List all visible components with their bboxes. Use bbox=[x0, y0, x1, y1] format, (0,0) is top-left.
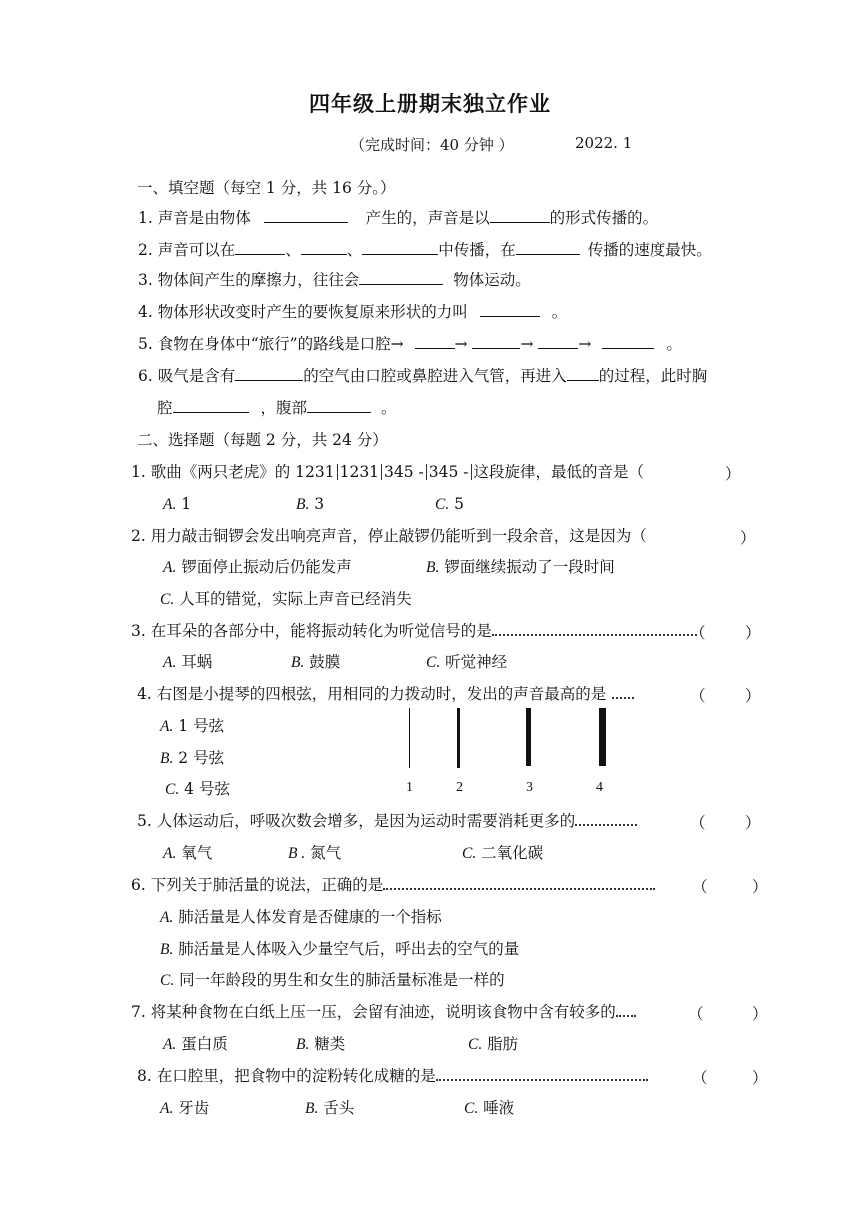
choice-question-7: 7. 将某种食物在白纸上压一压，会留有油迹，说明该食物中含有较多的 bbox=[131, 1002, 636, 1022]
option-c[interactable]: C. 脂肪 bbox=[468, 1035, 519, 1053]
choice-question-4: 4. 右图是小提琴的四根弦，用相同的力拨动时，发出的声音最高的是 bbox=[137, 684, 634, 704]
answer-paren-open: （ bbox=[690, 814, 706, 832]
answer-blank[interactable] bbox=[362, 240, 438, 255]
answer-paren-close: ） bbox=[745, 687, 761, 705]
string-label-2: 2 bbox=[456, 780, 463, 795]
answer-blank[interactable] bbox=[567, 366, 599, 381]
answer-paren-open: （ bbox=[692, 878, 708, 896]
answer-paren-close: ） bbox=[752, 878, 768, 896]
answer-paren-close: ） bbox=[745, 814, 761, 832]
leader-dots bbox=[436, 1070, 648, 1081]
option-a[interactable]: A. 肺活量是人体发育是否健康的一个指标 bbox=[160, 908, 442, 926]
answer-paren-close: ） bbox=[752, 1005, 768, 1023]
choice-question-8: 8. 在口腔里，把食物中的淀粉转化成糖的是 bbox=[137, 1066, 648, 1086]
fill-question-6-cont: 腔 ，腹部 。 bbox=[157, 399, 397, 417]
choice-question-3: 3. 在耳朵的各部分中，能将振动转化为听觉信号的是 bbox=[131, 621, 697, 641]
option-b[interactable]: B . 氮气 bbox=[288, 844, 342, 862]
fill-question-6: 6. 吸气是含有 的空气由口腔或鼻腔进入气管，再进入 的过程，此时胸 bbox=[138, 367, 708, 385]
answer-blank[interactable] bbox=[415, 334, 455, 349]
answer-paren-close: ） bbox=[745, 624, 761, 642]
leader-dots bbox=[383, 879, 655, 890]
option-c[interactable]: C. 人耳的错觉，实际上声音已经消失 bbox=[160, 590, 412, 608]
answer-blank[interactable] bbox=[516, 240, 580, 255]
answer-blank[interactable] bbox=[173, 398, 249, 413]
leader-dots bbox=[616, 1006, 636, 1017]
answer-paren-open: （ bbox=[692, 1069, 708, 1087]
answer-blank[interactable] bbox=[235, 366, 303, 381]
option-b[interactable]: B. 2 号弦 bbox=[160, 749, 225, 767]
option-b[interactable]: B. 鼓膜 bbox=[291, 653, 341, 671]
bar-line bbox=[426, 464, 427, 480]
option-c[interactable]: C. 同一年龄段的男生和女生的肺活量标准是一样的 bbox=[160, 971, 505, 989]
fill-question-3: 3. 物体间产生的摩擦力，往往会 物体运动。 bbox=[138, 271, 531, 289]
answer-blank[interactable] bbox=[538, 334, 578, 349]
fill-question-2: 2. 声音可以在 、 、 中传播，在 传播的速度最快。 bbox=[138, 241, 712, 259]
answer-blank[interactable] bbox=[235, 240, 285, 255]
string-4 bbox=[599, 708, 606, 766]
option-a[interactable]: A. 耳蜗 bbox=[163, 653, 213, 671]
answer-blank[interactable] bbox=[472, 334, 520, 349]
string-label-4: 4 bbox=[596, 780, 603, 795]
time-note: （完成时间：40 分钟 ） bbox=[350, 136, 514, 154]
option-a[interactable]: A. 1 bbox=[163, 495, 192, 513]
answer-paren-close: ） bbox=[752, 1069, 768, 1087]
option-c[interactable]: C. 唾液 bbox=[464, 1099, 515, 1117]
fill-question-4: 4. 物体形状改变时产生的要恢复原来形状的力叫 。 bbox=[138, 303, 568, 321]
option-b[interactable]: B. 锣面继续振动了一段时间 bbox=[426, 558, 615, 576]
option-c[interactable]: C. 二氧化碳 bbox=[462, 844, 544, 862]
string-3 bbox=[526, 708, 531, 766]
answer-paren-close: ） bbox=[740, 529, 756, 547]
option-b[interactable]: B. 肺活量是人体吸入少量空气后，呼出去的空气的量 bbox=[160, 940, 520, 958]
bar-line bbox=[471, 464, 472, 480]
date: 2022. 1 bbox=[575, 134, 633, 152]
bar-line bbox=[337, 464, 338, 480]
string-label-1: 1 bbox=[406, 780, 413, 795]
option-c[interactable]: C. 5 bbox=[435, 495, 465, 513]
answer-blank[interactable] bbox=[307, 398, 371, 413]
section-heading-fill: 一、填空题（每空 1 分，共 16 分。） bbox=[137, 179, 396, 197]
option-c[interactable]: C. 4 号弦 bbox=[165, 780, 230, 798]
section-heading-choice: 二、选择题（每题 2 分，共 24 分） bbox=[137, 431, 388, 449]
string-label-3: 3 bbox=[526, 780, 533, 795]
answer-paren-open: （ bbox=[690, 687, 706, 705]
fill-question-5: 5. 食物在身体中“旅行”的路线是口腔→ → → → 。 bbox=[138, 335, 682, 353]
answer-blank[interactable] bbox=[602, 334, 654, 349]
answer-blank[interactable] bbox=[480, 302, 540, 317]
choice-question-1: 1. 歌曲《两只老虎》的 1231 1231 345 - 345 - 这段旋律，最低的音是（ bbox=[131, 463, 645, 481]
leader-dots bbox=[492, 625, 697, 636]
answer-paren-open: （ bbox=[690, 624, 706, 642]
answer-paren-open: （ bbox=[688, 1005, 704, 1023]
option-b[interactable]: B. 舌头 bbox=[305, 1099, 355, 1117]
option-c[interactable]: C. 听觉神经 bbox=[426, 653, 508, 671]
string-2 bbox=[457, 708, 460, 768]
answer-blank[interactable] bbox=[359, 270, 443, 285]
answer-paren-close: ） bbox=[725, 465, 741, 483]
choice-question-2: 2. 用力敲击铜锣会发出响亮声音，停止敲锣仍能听到一段余音，这是因为（ bbox=[131, 527, 647, 545]
option-a[interactable]: A. 蛋白质 bbox=[163, 1035, 228, 1053]
page-title: 四年级上册期末独立作业 bbox=[309, 91, 551, 116]
option-a[interactable]: A. 牙齿 bbox=[160, 1099, 210, 1117]
string-1 bbox=[409, 708, 410, 768]
option-a[interactable]: A. 1 号弦 bbox=[160, 717, 225, 735]
answer-blank[interactable] bbox=[301, 240, 347, 255]
option-a[interactable]: A. 锣面停止振动后仍能发声 bbox=[163, 558, 352, 576]
bar-line bbox=[381, 464, 382, 480]
fill-question-1: 1. 声音是由物体 产生的，声音是以 的形式传播的。 bbox=[138, 209, 659, 227]
leader-dots bbox=[612, 688, 634, 699]
choice-question-5: 5. 人体运动后，呼吸次数会增多，是因为运动时需要消耗更多的 bbox=[137, 811, 637, 831]
option-b[interactable]: B. 糖类 bbox=[296, 1035, 346, 1053]
option-a[interactable]: A. 氧气 bbox=[163, 844, 213, 862]
choice-question-6: 6. 下列关于肺活量的说法，正确的是 bbox=[131, 875, 655, 895]
answer-blank[interactable] bbox=[490, 208, 550, 223]
option-b[interactable]: B. 3 bbox=[296, 495, 325, 513]
answer-blank[interactable] bbox=[264, 208, 348, 223]
leader-dots bbox=[575, 815, 637, 826]
